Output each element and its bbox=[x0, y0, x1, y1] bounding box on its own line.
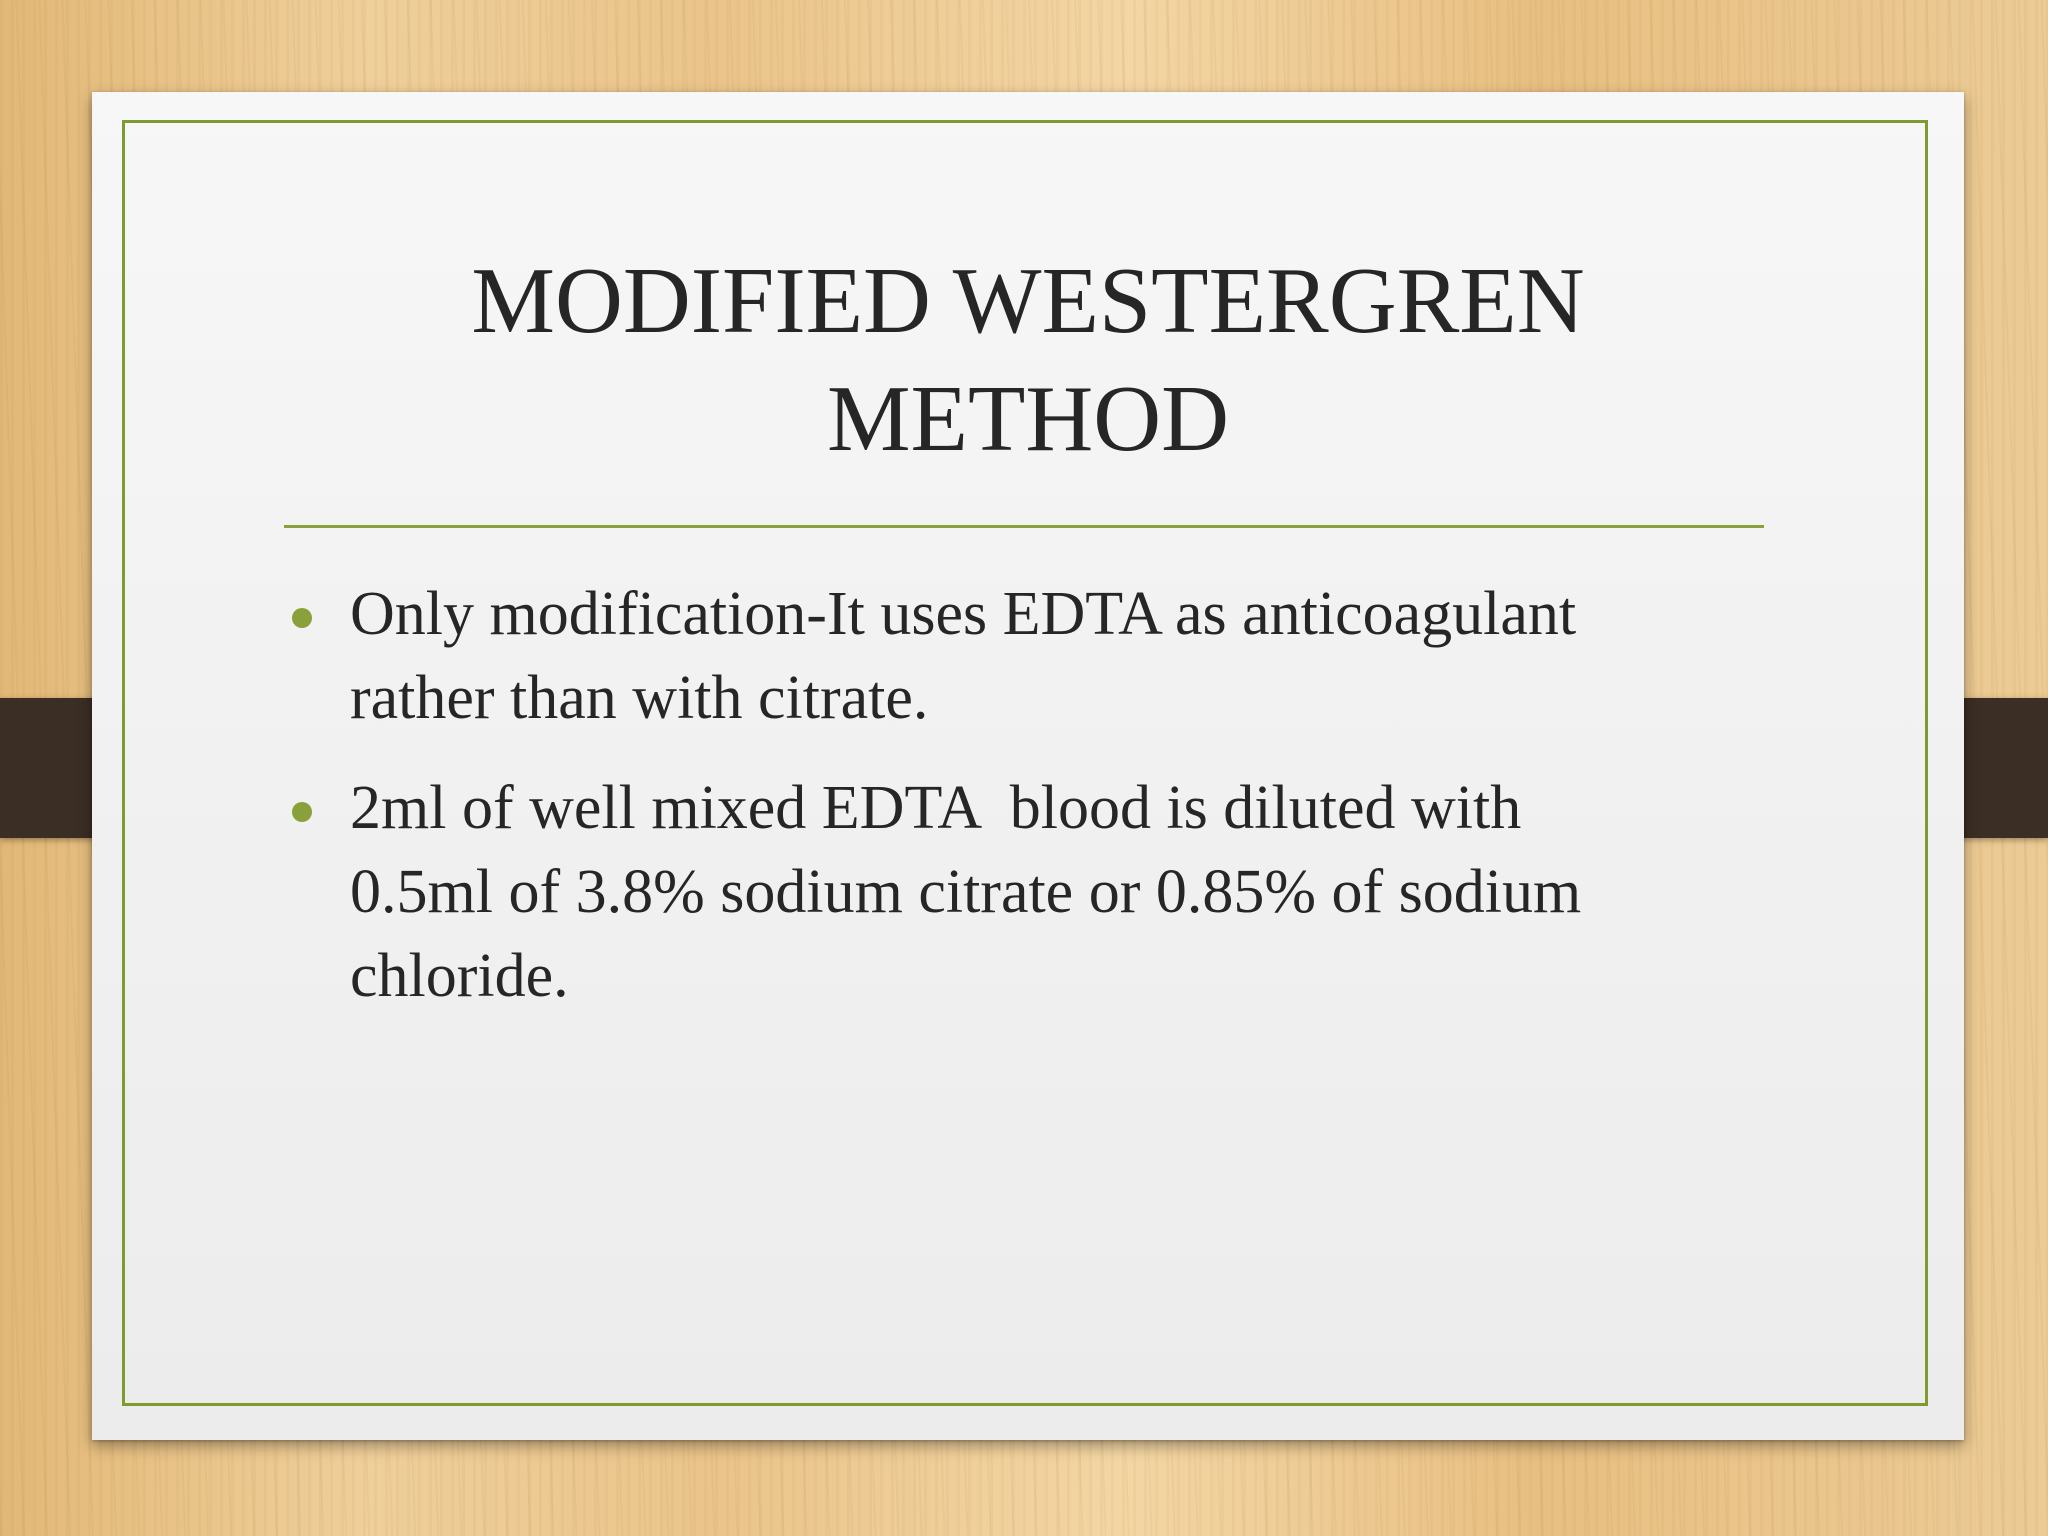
bullet-item bbox=[282, 766, 1802, 1018]
bullet-item bbox=[282, 572, 1802, 740]
bullet-dot-icon bbox=[292, 802, 312, 822]
slide-title-line-1: MODIFIED WESTERGREN bbox=[471, 249, 1585, 353]
bullet-text-line: rather than with citrate. bbox=[350, 664, 929, 732]
bullet-list bbox=[282, 572, 1802, 1044]
slide-paper bbox=[92, 92, 1964, 1440]
title-divider bbox=[284, 525, 1764, 528]
slide-title bbox=[292, 242, 1764, 478]
bullet-text-line: 0.5ml of 3.8% sodium citrate or 0.85% of sodium bbox=[350, 858, 1582, 926]
bullet-dot-icon bbox=[292, 608, 312, 628]
bullet-text-line: Only modification-It uses EDTA as anticoagulant bbox=[350, 580, 1577, 648]
bullet-text-line: chloride. bbox=[350, 942, 569, 1010]
slide-title-line-2: METHOD bbox=[826, 367, 1230, 471]
bullet-text-line: 2ml of well mixed EDTA blood is diluted with bbox=[350, 774, 1522, 842]
